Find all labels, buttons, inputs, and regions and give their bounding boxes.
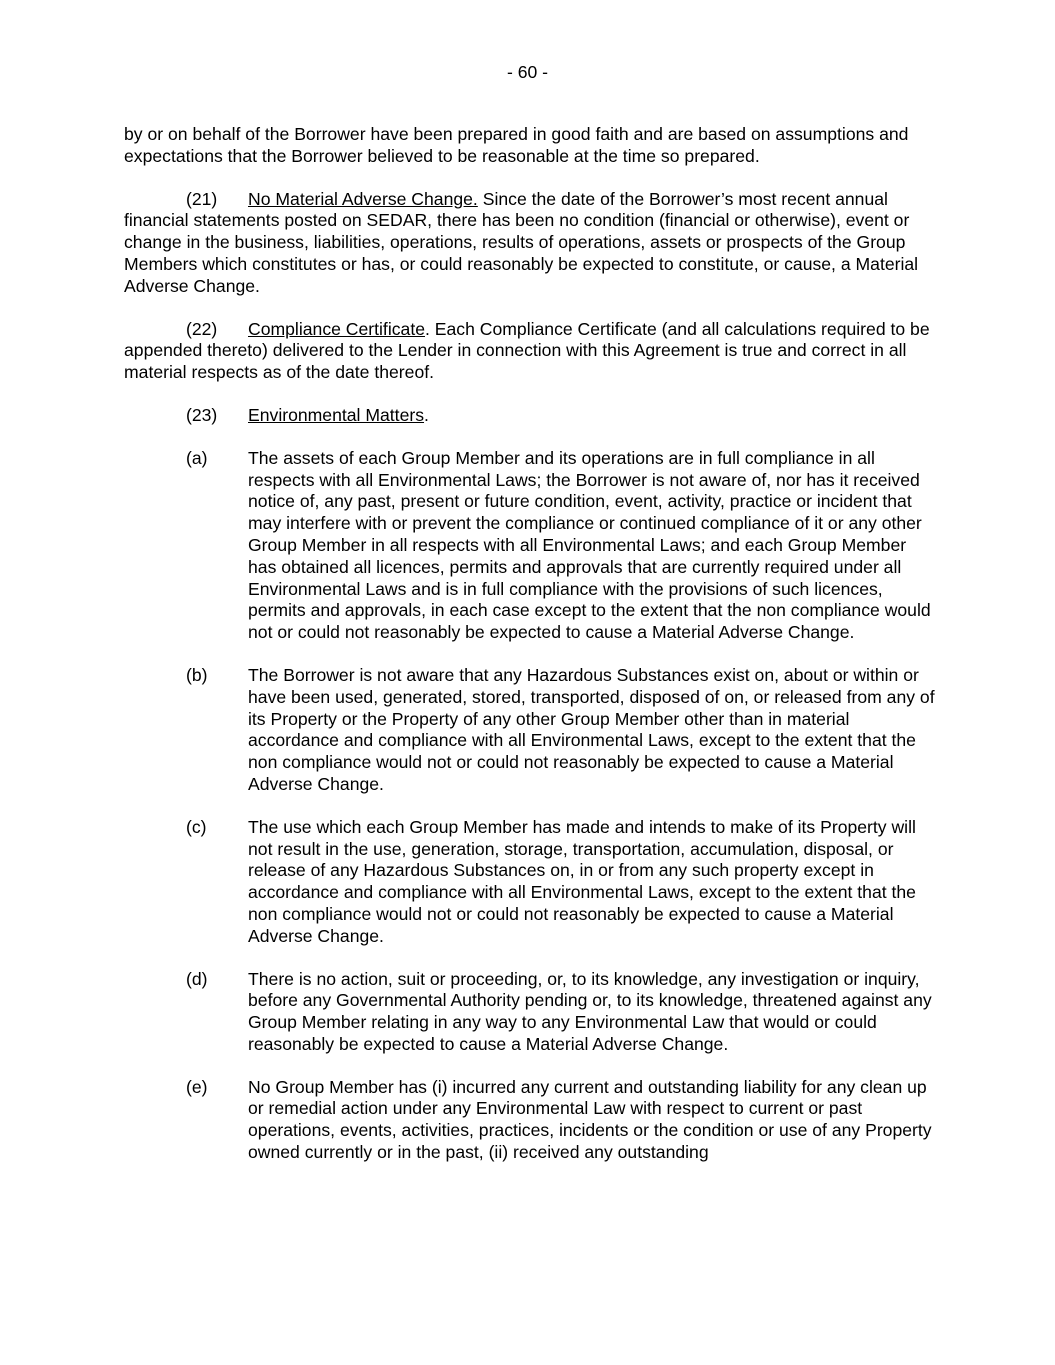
sub-item-text: No Group Member has (i) incurred any current and outstanding liability for any clean up or remedial action under any Environmental Law with respect to current or past operations, events, activities, practices, incidents or the condition or use of any Property owned currently or in the past, (ii) received any outstanding	[248, 1076, 932, 1163]
intro-paragraph: by or on behalf of the Borrower have been prepared in good faith and are based on assumptions and expectations that the Borrower believed to be reasonable at the time so prepared.	[124, 124, 909, 166]
sub-item-text: The assets of each Group Member and its operations are in full compliance in all respects with all Environmental Laws; the Borrower is not aware of, nor has it received notice of, any past, present or future condition, event, activity, practice or incident that may interfere with or prevent the compliance or continued compliance of it or any other Group Member in all respects with all Environmental Laws; and each Group Member has obtained all licences, permits and approvals that are currently required under all Environmental Laws and is in full compliance with the provisions of such licences, permits and approvals, in each case except to the extent that the non compliance would not or could not reasonably be expected to cause a Material Adverse Change.	[248, 447, 931, 643]
section-22	[124, 319, 939, 384]
sub-item-text: The use which each Group Member has made and intends to make of its Property will not result in the use, generation, storage, transportation, accumulation, disposal, or release of any Hazardous Substances on, in or from any such property except in accordance and compliance with all Environmental Laws, except to the extent that the non compliance would not or could not reasonably be expected to cause a Material Adverse Change.	[248, 816, 916, 946]
sub-item-b	[124, 665, 939, 796]
section-22-title: Compliance Certificate	[248, 318, 425, 339]
sub-item-label: (b)	[186, 664, 208, 685]
page-number: - 60 -	[506, 62, 549, 82]
sub-item-e	[124, 1077, 939, 1164]
section-22-number: (22)	[186, 318, 218, 339]
section-23-title: Environmental Matters	[248, 404, 425, 425]
sub-item-d	[124, 969, 939, 1056]
sub-item-text: The Borrower is not aware that any Hazardous Substances exist on, about or within or have been used, generated, stored, transported, disposed of on, or released from any of its Property or the Property of any other Group Member other than in material accordance and compliance with all Environmental Laws, except to the extent that the non compliance would not or could not reasonably be expected to cause a Material Adverse Change.	[248, 664, 935, 794]
document-body	[124, 124, 939, 1185]
sub-item-c	[124, 817, 939, 948]
sub-item-label: (a)	[186, 447, 208, 468]
sub-item-text: There is no action, suit or proceeding, or, to its knowledge, any investigation or inquiry, before any Governmental Authority pending or, to its knowledge, threatened against any Group Member relating in any way to any Environmental Law that would or could reasonably be expected to cause a Material Adverse Change.	[248, 968, 932, 1054]
section-23-number: (23)	[186, 404, 218, 425]
section-21-text: Since the date of the Borrower’s most recent annual financial statements posted on SEDAR, there has been no condition (financial or otherwise), event or change in the business, liabilities, operations, results of operations, assets or prospects of the Group Members which constitutes or has, or could reasonably be expected to constitute, or cause, a Material Adverse Change.	[124, 188, 919, 296]
sub-item-label: (d)	[186, 968, 208, 989]
section-23-heading	[124, 405, 939, 427]
sub-item-a	[124, 448, 939, 644]
section-21-title: No Material Adverse Change.	[248, 188, 478, 209]
section-22-text: . Each Compliance Certificate (and all calculations required to be appended thereto) delivered to the Lender in connection with this Agreement is true and correct in all material respects as of the date thereof.	[124, 318, 930, 383]
sub-item-label: (c)	[186, 816, 207, 837]
section-21-number: (21)	[186, 188, 218, 209]
section-21	[124, 189, 939, 298]
section-23-title-suffix: .	[424, 404, 429, 425]
sub-item-label: (e)	[186, 1076, 208, 1097]
